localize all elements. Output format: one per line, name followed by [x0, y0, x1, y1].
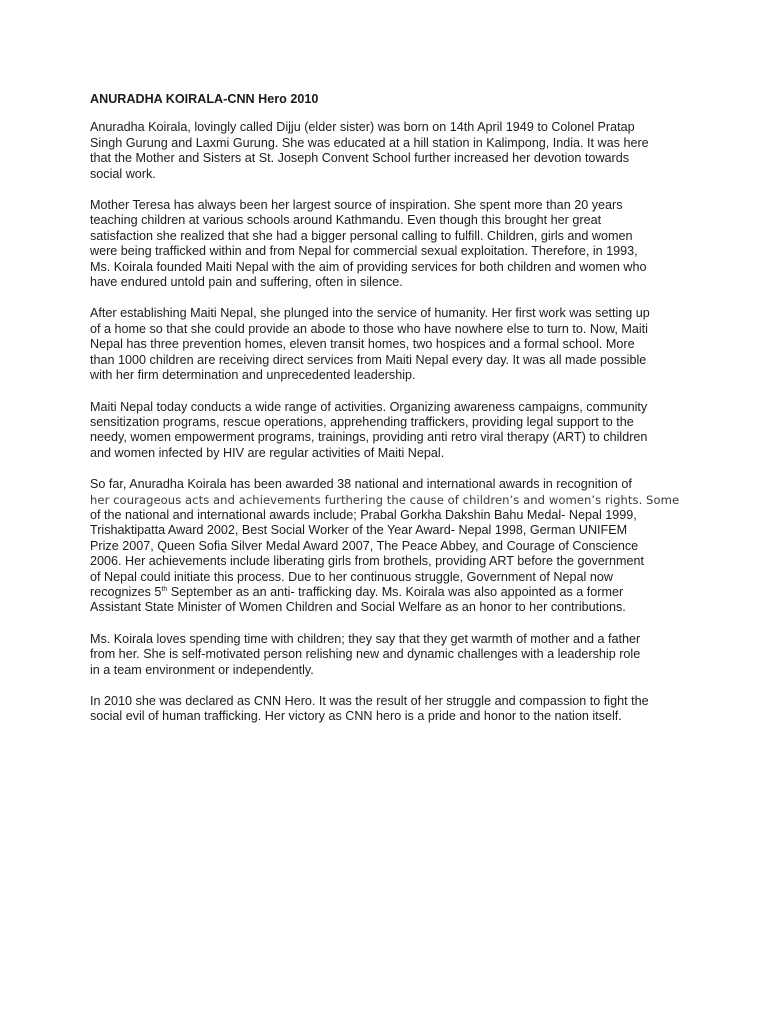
paragraph-birth — [90, 120, 710, 182]
text-line: 2006. Her achievements include liberating girls from brothels, providing ART before the government — [90, 554, 644, 569]
paragraph-inspiration — [90, 198, 710, 290]
text-line: than 1000 children are receiving direct services from Maiti Nepal every day. It was all made possible — [90, 352, 647, 367]
text-line: social evil of human trafficking. Her victory as CNN hero is a pride and honor to the nation itself. — [90, 709, 622, 724]
text-line: Prize 2007, Queen Sofia Silver Medal Award 2007, The Peace Abbey, and Courage of Conscience — [90, 538, 639, 553]
text-line: that the Mother and Sisters at St. Joseph Convent School further increased her devotion towards — [90, 151, 630, 166]
text-fragment: September as an anti- trafficking day. Ms. Koirala was also appointed as a former — [167, 584, 624, 599]
text-line: Nepal has three prevention homes, eleven transit homes, two hospices and a formal school. More — [90, 337, 635, 352]
text-line: were being trafficked within and from Nepal for commercial sexual exploitation. Therefore, in 1993, — [90, 244, 638, 259]
text-line: Assistant State Minister of Women Children and Social Welfare as an honor to her contributions. — [90, 600, 626, 615]
text-line: So far, Anuradha Koirala has been awarded 38 national and international awards in recognition of — [90, 477, 632, 492]
text-line: have endured untold pain and suffering, often in silence. — [90, 275, 403, 290]
text-line: satisfaction she realized that she had a bigger personal calling to fulfill. Children, girls and women — [90, 228, 633, 243]
text-line: in a team environment or independently. — [90, 662, 314, 677]
paragraph-cnn-hero — [90, 694, 710, 725]
text-line: and women infected by HIV are regular activities of Maiti Nepal. — [90, 445, 445, 460]
document-title: ANURADHA KOIRALA-CNN Hero 2010 — [90, 92, 319, 106]
text-line: her courageous acts and achievements furthering the cause of children’s and women’s rights. Some — [90, 492, 680, 507]
paragraph-awards — [90, 477, 710, 616]
text-line: Trishaktipatta Award 2002, Best Social Worker of the Year Award- Nepal 1998, German UNIFEM — [90, 523, 628, 538]
text-line: In 2010 she was declared as CNN Hero. It was the result of her struggle and compassion to fight the — [90, 694, 649, 708]
text-fragment: recognizes 5 — [90, 584, 162, 599]
text-line: Ms. Koirala founded Maiti Nepal with the aim of providing services for both children and women who — [90, 259, 647, 274]
text-line: After establishing Maiti Nepal, she plunged into the service of humanity. Her first work was setting up — [90, 306, 650, 321]
text-line: Anuradha Koirala, lovingly called Dijju (elder sister) was born on 14th April 1949 to Colonel Pratap — [90, 120, 635, 135]
text-line: from her. She is self-motivated person relishing new and dynamic challenges with a leadership role — [90, 647, 641, 662]
text-line: social work. — [90, 166, 156, 181]
paragraph-personality — [90, 632, 710, 678]
text-line: of Nepal could initiate this process. Due to her continuous struggle, Government of Nepal now — [90, 569, 613, 584]
ordinal-suffix: th — [161, 585, 168, 593]
paragraph-activities — [90, 400, 710, 462]
text-line: sensitization programs, rescue operations, apprehending traffickers, providing legal support to the — [90, 414, 634, 429]
paragraph-maiti-nepal — [90, 306, 710, 383]
text-line — [90, 585, 710, 600]
document-page — [90, 92, 710, 741]
text-line: Ms. Koirala loves spending time with children; they say that they get warmth of mother and a father — [90, 631, 641, 646]
text-line: teaching children at various schools around Kathmandu. Even though this brought her great — [90, 213, 602, 228]
text-line: with her firm determination and unprecedented leadership. — [90, 368, 416, 383]
text-line: of a home so that she could provide an abode to those who have nowhere else to turn to. Now, Maiti — [90, 321, 648, 336]
text-line: needy, women empowerment programs, trainings, providing anti retro viral therapy (ART) to children — [90, 430, 648, 445]
text-line: Mother Teresa has always been her largest source of inspiration. She spent more than 20 years — [90, 198, 623, 213]
text-line: Maiti Nepal today conducts a wide range of activities. Organizing awareness campaigns, community — [90, 399, 648, 414]
text-line: of the national and international awards include; Prabal Gorkha Dakshin Bahu Medal- Nepal 1999, — [90, 507, 637, 522]
text-line: Singh Gurung and Laxmi Gurung. She was educated at a hill station in Kalimpong, India. It was here — [90, 135, 649, 150]
